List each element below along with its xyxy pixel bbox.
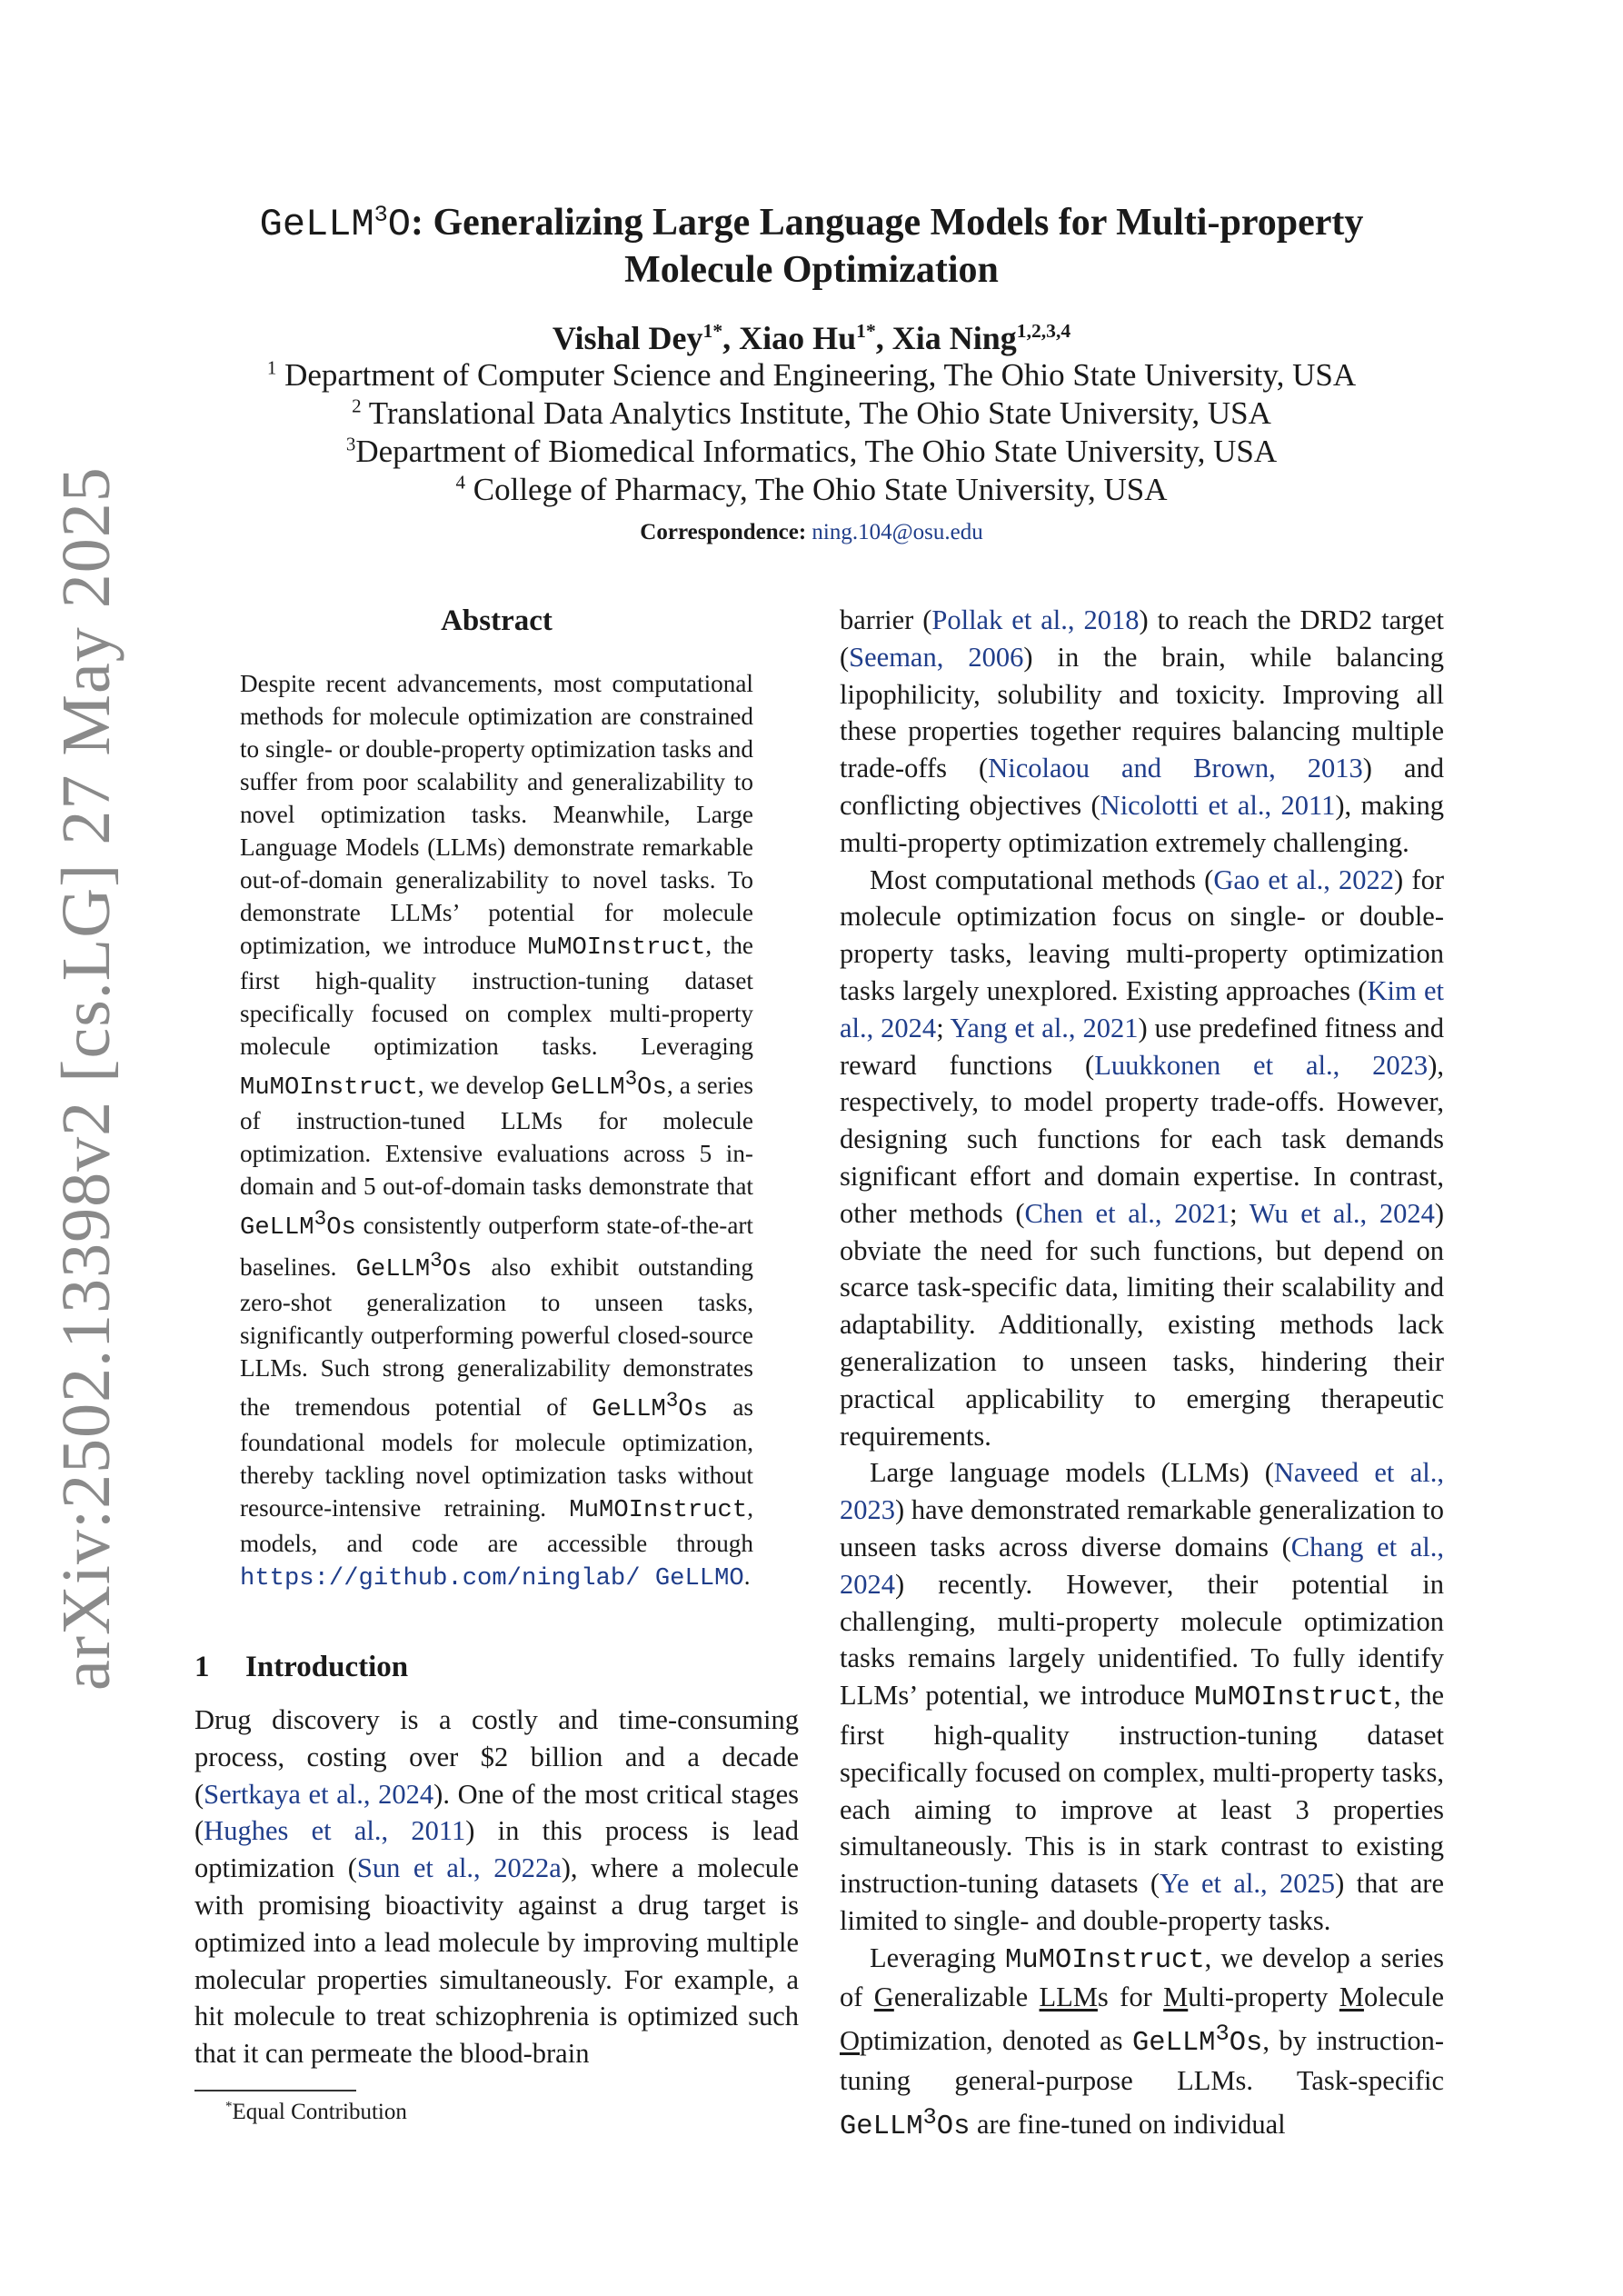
affiliation: $^2$ Translational Data Analytics Institute, The Ohio State University, USA	[352, 394, 1271, 431]
paragraph: barrier (Pollak et al., 2018) to reach the DRD2 target (Seeman, 2006) in the brain, while balancing lipophilicity, solubility and toxicity. Improving all these properties together requires balancing multiple trade-offs (Nicolaou and Brown, 2013) and conflicting objectives (Nicolotti et al., 2011), making multi-property optimization extremely challenging.	[840, 604, 1444, 858]
author-name: Vishal Dey	[552, 320, 703, 356]
arxiv-stamp: arXiv:2502.13398v2 [cs.LG] 27 May 2025	[48, 466, 124, 1691]
paper-title: GeLLM$^3$O: Generalizing Large Language Models for Multi-property Molecule Optimization	[259, 202, 1364, 291]
abstract-body: Despite recent advancements, most computational methods for molecule optimization are constrained to single- or double-property optimization tasks and suffer from poor scalability and generalizability to novel optimization tasks. Meanwhile, Large Language Models (LLMs) demonstrate remarkable out-of-domain generalizability to novel tasks. To demonstrate LLMs’ potential for molecule optimization, we introduce MuMOInstruct, the first high-quality instruction-tuning dataset specifically focused on complex multi-property molecule optimization tasks. Leveraging MuMOInstruct, we develop GeLLM$^3$Os, a series of instruction-tuned LLMs for molecule optimization. Extensive evaluations across 5 in-domain and 5 out-of-domain tasks demonstrate that GeLLM$^3$Os consistently outperform state-of-the-art baselines. GeLLM$^3$Os also exhibit outstanding zero-shot generalization to unseen tasks, significantly outperforming powerful closed-source LLMs. Such strong generalizability demonstrates the tremendous potential of GeLLM$^3$Os as foundational models for molecule optimization, thereby tackling novel optimization tasks without resource-intensive retraining. MuMOInstruct, models, and code are accessible through https://github.com/ninglab/ GeLLMO.	[240, 670, 754, 1593]
paragraph: Leveraging MuMOInstruct, we develop a series of Generalizable LLMs for Multi-property Molecule Optimization, denoted as GeLLM$^3$Os, by instruction-tuning general-purpose LLMs. Task-specific GeLLM$^3$Os are fine-tuned on individual	[840, 1942, 1445, 2143]
paragraph: Large language models (LLMs) (Naveed et al., 2023) have demonstrated remarkable generalization to unseen tasks across diverse domains (Chang et al., 2024) recently. However, their potential in challenging, multi-property molecule optimization tasks remains largely unidentified. To fully identify LLMs’ potential, we introduce MuMOInstruct, the first high-quality instruction-tuning dataset specifically focused on complex, multi-property tasks, each aiming to improve at least 3 properties simultaneously. This is in stark contrast to existing instruction-tuning datasets (Ye et al., 2025) that are limited to single- and double-property tasks.	[840, 1457, 1444, 1936]
correspondence: Correspondence: ning.104@osu.edu	[640, 520, 983, 544]
intro-paragraph: Drug discovery is a costly and time-consuming process, costing over $2 billion and a decade (Sertkaya et al., 2024). One of the most critical stages (Hughes et al., 2011) in this process is lead optimization (Sun et al., 2022a), where a molecule with promising bioactivity against a drug target is optimized into a lead molecule by improving multiple molecular properties simultaneously. For example, a hit molecule to treat schizophrenia is optimized such that it can permeate the blood-brain	[194, 1704, 800, 2070]
citation-link[interactable]: Pollak et al., 2018	[931, 604, 1140, 635]
author-name: Xia Ning	[891, 320, 1017, 356]
title-model-name: GeLLM	[259, 203, 374, 246]
footnote: *Equal Contribution	[225, 2099, 407, 2124]
citation-link[interactable]: Seeman, 2006	[849, 641, 1024, 673]
abstract-heading: Abstract	[441, 604, 553, 637]
author-list: Vishal Dey$^{1*}$, Xiao $Hu^{1*}$, Xia Ning$^{1,2,3,4}$	[552, 320, 1071, 356]
citation-link[interactable]: Sertkaya et al., 2024	[204, 1778, 434, 1810]
citation-link[interactable]: Sun et al., 2022a	[356, 1852, 562, 1884]
citation-link[interactable]: Naveed et al., 2023	[840, 1457, 1444, 1526]
affiliations	[182, 356, 1441, 509]
affiliation: $^3$Department of Biomedical Informatics, The Ohio State University, USA	[345, 433, 1278, 469]
citation-link[interactable]: Nicolaou and Brown, 2013	[988, 753, 1363, 784]
affiliation: $^1$ Department of Computer Science and Engineering, The Ohio State University, USA	[266, 356, 1357, 393]
footnote-divider	[194, 2090, 356, 2091]
section-heading-introduction: 1 Introduction	[194, 1651, 409, 1683]
citation-link[interactable]: Yang et al., 2021	[950, 1012, 1139, 1043]
citation-link[interactable]: Hughes et al., 2011	[204, 1815, 466, 1847]
author-name: Xiao Hu	[739, 320, 857, 356]
right-column	[840, 602, 1444, 2146]
citation-link[interactable]: Wu et al., 2024	[1249, 1197, 1435, 1229]
paragraph: Most computational methods (Gao et al., 2022) for molecule optimization focus on single- or double-property tasks, leaving multi-property optimization tasks largely unexplored. Existing approaches (Kim et al., 2024; Yang et al., 2021) use predefined fitness and reward functions (Luukkonen et al., 2023), respectively, to model property trade-offs. However, designing such functions for each task demands significant effort and domain expertise. In contrast, other methods (Chen et al., 2021; Wu et al., 2024) obviate the need for such functions, but depend on scarce task-specific data, limiting their scalability and adaptability. Additionally, existing methods lack generalization to unseen tasks, hindering their practical applicability to emerging therapeutic requirements.	[840, 863, 1445, 1452]
citation-link[interactable]: Gao et al., 2022	[1213, 863, 1395, 895]
citation-link[interactable]: Luukkonen et al., 2023	[1094, 1049, 1429, 1081]
citation-link[interactable]: Nicolotti et al., 2011	[1100, 789, 1336, 821]
citation-link[interactable]: Ye et al., 2025	[1160, 1868, 1336, 1900]
citation-link[interactable]: Chen et al., 2021	[1024, 1197, 1230, 1229]
citation-link[interactable]: Kim et al., 2024	[840, 974, 1444, 1043]
affiliation: $^4$ College of Pharmacy, The Ohio State University, USA	[455, 471, 1168, 507]
email-link[interactable]: ning.104@osu.edu	[812, 520, 983, 544]
github-link[interactable]: https://github.com/ninglab/ GeLLMO	[240, 1564, 744, 1593]
citation-link[interactable]: Chang et al., 2024	[840, 1531, 1444, 1600]
